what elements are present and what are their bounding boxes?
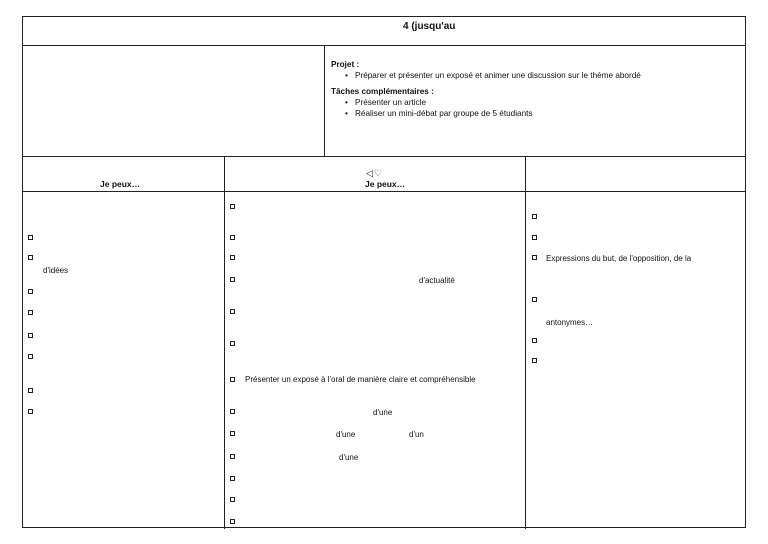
checkbox[interactable]	[28, 235, 33, 240]
project-block	[331, 59, 641, 119]
middle-text: d'un	[409, 430, 424, 439]
checkbox[interactable]	[230, 519, 235, 524]
task-item: • Présenter un article	[331, 97, 641, 108]
project-list	[331, 70, 641, 81]
middle-column-header: Je peux…	[365, 179, 406, 189]
checkbox[interactable]	[230, 277, 235, 282]
project-item: • Préparer et présenter un exposé et animer une discussion sur le thème abordé	[331, 70, 641, 81]
middle-text: d'une	[336, 430, 356, 439]
checkbox[interactable]	[28, 310, 33, 315]
checkbox[interactable]	[230, 377, 235, 382]
checkbox[interactable]	[28, 354, 33, 359]
checkbox[interactable]	[28, 289, 33, 294]
checkbox[interactable]	[230, 341, 235, 346]
checkbox[interactable]	[230, 409, 235, 414]
middle-text: d'actualité	[419, 276, 455, 285]
checkbox[interactable]	[28, 409, 33, 414]
task-item: • Réaliser un mini-débat par groupe de 5 étudiants	[331, 108, 641, 119]
checkbox[interactable]	[532, 235, 537, 240]
right-text: Expressions du but, de l'opposition, de la	[546, 254, 692, 263]
project-heading: Projet :	[331, 60, 360, 69]
row-divider-header	[23, 191, 745, 192]
checkbox[interactable]	[230, 476, 235, 481]
checkbox[interactable]	[28, 388, 33, 393]
project-col-divider	[324, 45, 325, 156]
row-divider-title	[23, 45, 745, 46]
col-divider-right	[525, 156, 526, 529]
checkbox[interactable]	[230, 235, 235, 240]
checkbox[interactable]	[532, 214, 537, 219]
checkbox[interactable]	[28, 333, 33, 338]
listen-speak-icon: ◁♡	[366, 168, 383, 178]
middle-text: d'une	[339, 453, 359, 462]
checkbox[interactable]	[532, 338, 537, 343]
checkbox[interactable]	[230, 309, 235, 314]
checkbox[interactable]	[532, 297, 537, 302]
middle-text: Présenter un exposé à l'oral de manière claire et compréhensible	[245, 375, 476, 384]
checkbox[interactable]	[28, 255, 33, 260]
checkbox[interactable]	[230, 497, 235, 502]
middle-text: d'une	[373, 408, 393, 417]
checkbox[interactable]	[230, 204, 235, 209]
col-divider-left	[224, 156, 225, 529]
checkbox[interactable]	[230, 431, 235, 436]
right-text: antonymes…	[546, 318, 594, 327]
checkbox[interactable]	[230, 255, 235, 260]
unit-title: 4 (jusqu'au	[403, 21, 456, 32]
checkbox[interactable]	[532, 255, 537, 260]
competence-table	[22, 16, 746, 528]
left-column-header: Je peux…	[100, 179, 141, 189]
checkbox[interactable]	[230, 454, 235, 459]
tasks-heading: Tâches complémentaires :	[331, 87, 434, 96]
checkbox[interactable]	[532, 358, 537, 363]
row-divider-project	[23, 156, 745, 157]
tasks-list	[331, 97, 641, 119]
left-text: d'idées	[43, 266, 69, 275]
